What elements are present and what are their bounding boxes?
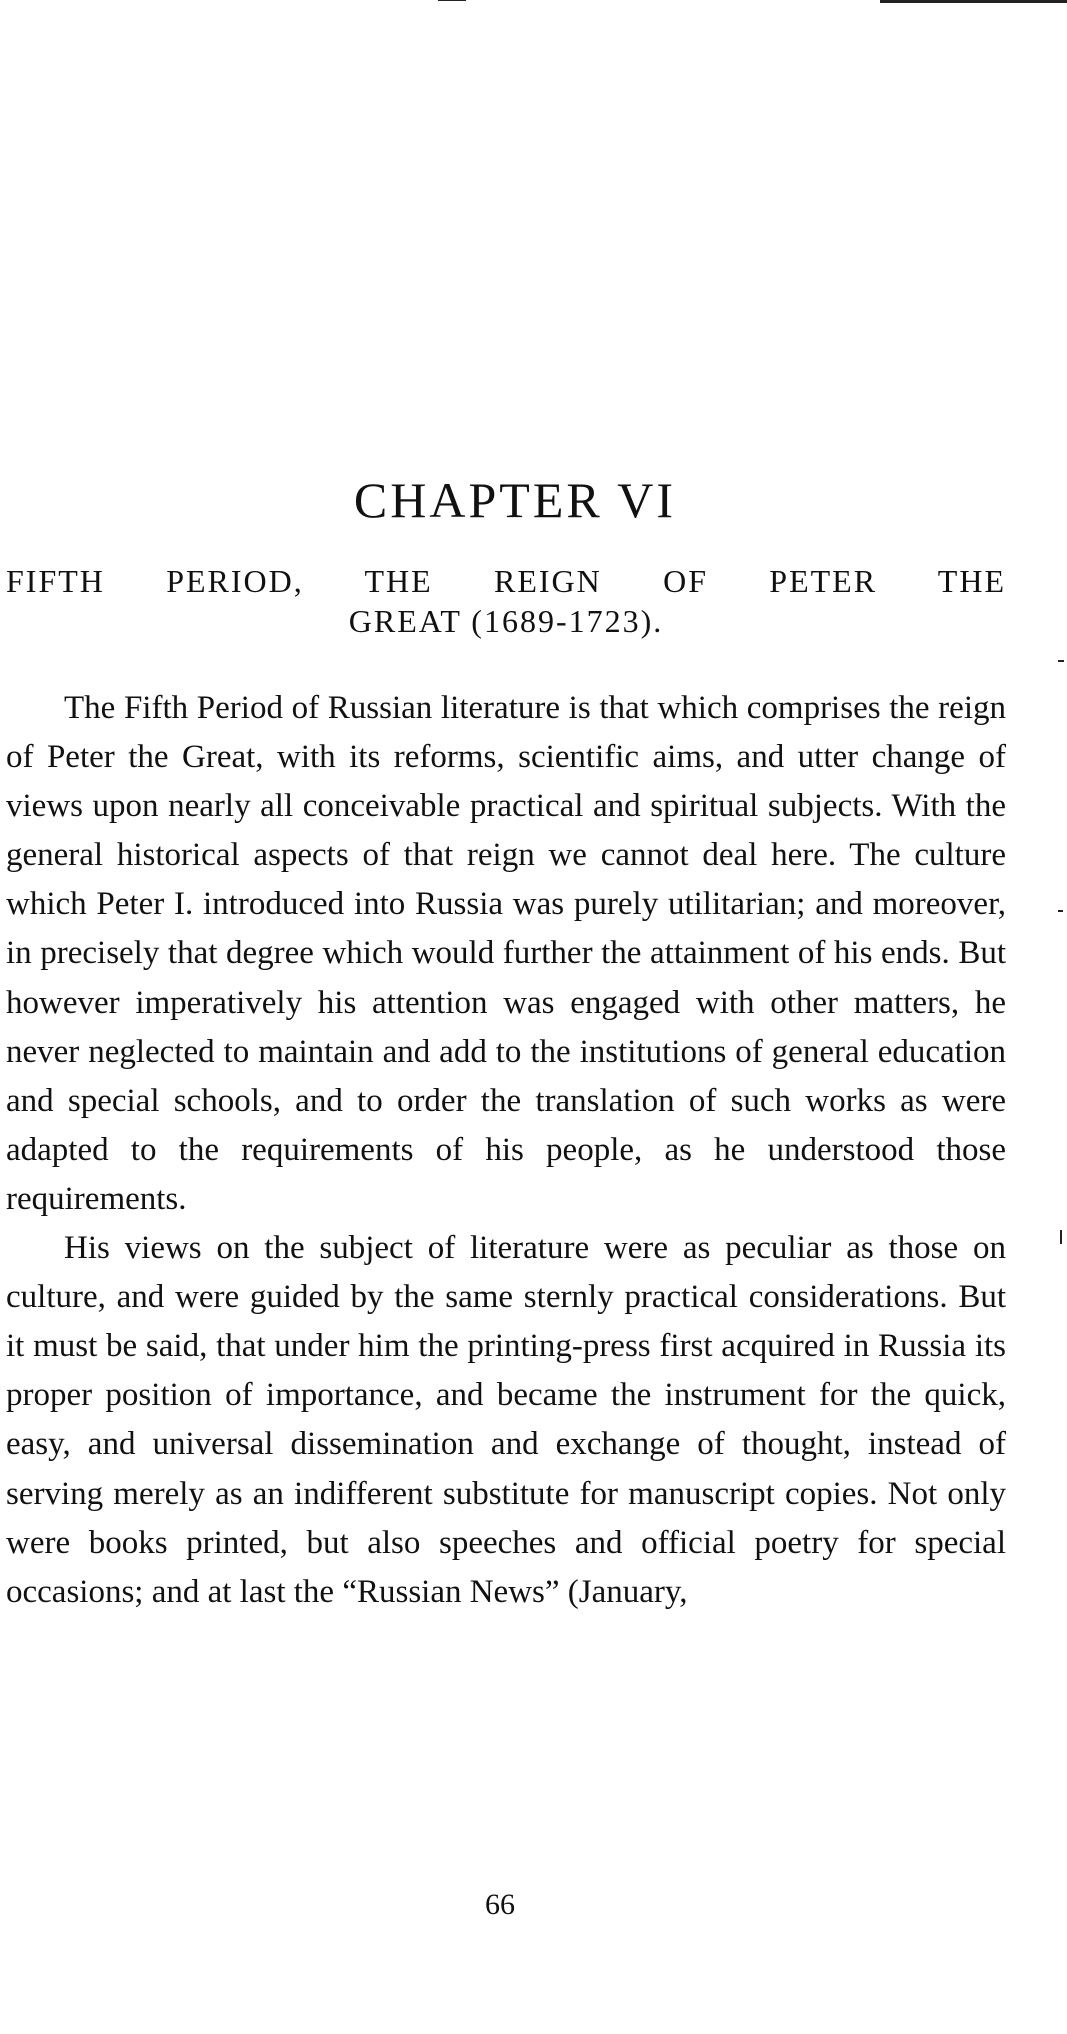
scan-mark-right-3 xyxy=(1060,1230,1062,1244)
scan-mark-top-center xyxy=(438,0,466,1)
page-number: 66 xyxy=(485,1888,515,1921)
period-title-line-2: GREAT (1689-1723). xyxy=(348,603,664,639)
paragraph-1: The Fifth Period of Russian literature is that which comprises the reign of Peter the Great, with its reforms, scientific aims, and utter change of views upon nearly all conceivable practical and spiritual subjects. With the general historical aspects of that reign we cannot deal here. The culture which Peter I. introduced into Russia was purely utilitarian; and moreover, in precisely that degree which would further the attainment of his ends. But however imperatively his attention was engaged with other matters, he never neglected to maintain and add to the institutions of general education and special schools, and to order the translation of such works as were adapted to the requirements of his people, as he understood those requirements. xyxy=(6,690,1006,1217)
scan-mark-top-right xyxy=(880,0,1067,3)
scan-mark-right-1 xyxy=(1058,660,1064,662)
paragraph-2: His views on the subject of literature were as peculiar as those on culture, and were guided by the same sternly practical considerations. But it must be said, that under him the printing-press first acquired in Russia its proper position of importance, and became the instrument for the quick, easy, and universal dissemination and exchange of thought, instead of serving merely as an indifferent substitute for manuscript copies. Not only were books printed, but also speeches and official poetry for special occasions; and at last the “Russian News” (January, xyxy=(6,1230,1006,1610)
period-title xyxy=(6,561,1006,641)
chapter-title: CHAPTER VI xyxy=(353,472,677,528)
period-title-line-1: FIFTH PERIOD, THE REIGN OF PETER THE xyxy=(6,563,1006,599)
scan-mark-right-2 xyxy=(1058,910,1063,912)
body-text xyxy=(6,684,1006,1617)
